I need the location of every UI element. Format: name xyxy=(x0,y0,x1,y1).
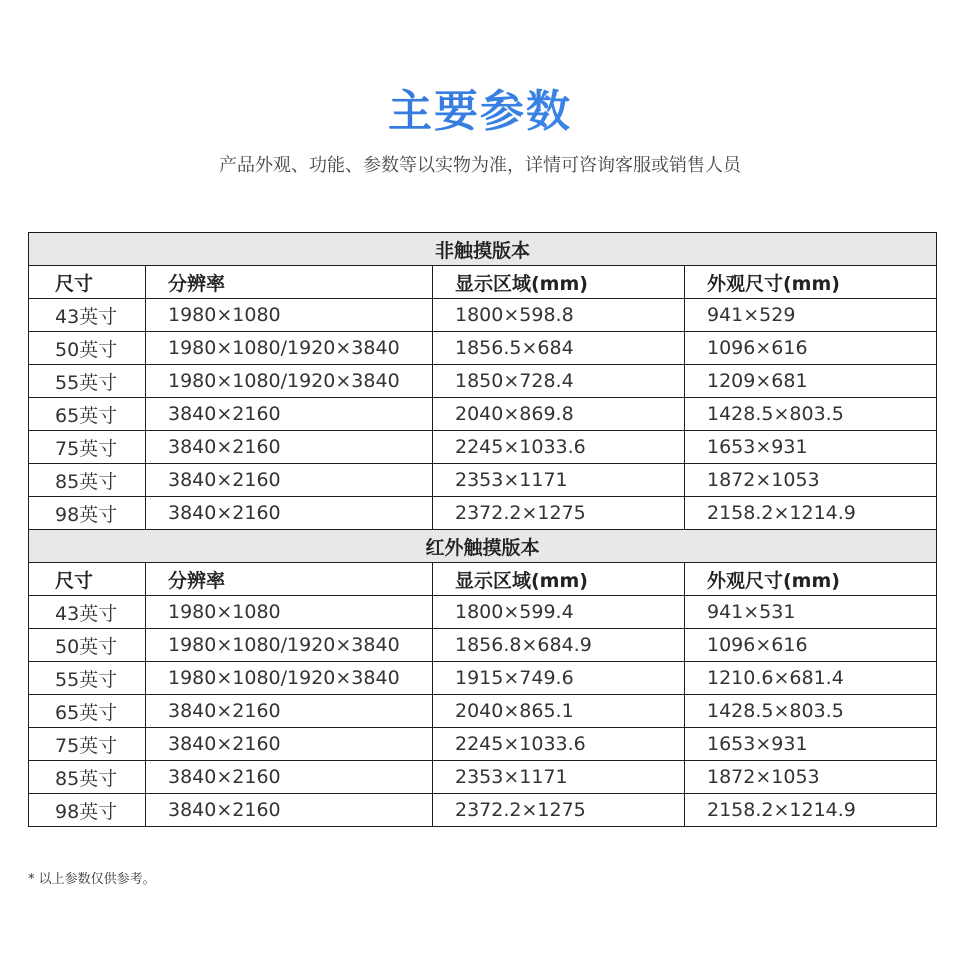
table-cell: 1980×1080/1920×3840 xyxy=(146,629,433,662)
table-cell: 1980×1080 xyxy=(146,596,433,629)
table-row xyxy=(29,728,937,761)
table-row xyxy=(29,464,937,497)
section-header-row xyxy=(29,233,937,266)
column-header: 外观尺寸(mm) xyxy=(685,266,937,299)
table-cell: 98英寸 xyxy=(29,794,146,827)
table-cell: 65英寸 xyxy=(29,695,146,728)
table-cell: 941×531 xyxy=(685,596,937,629)
table-row xyxy=(29,431,937,464)
table-row xyxy=(29,398,937,431)
table-cell: 2245×1033.6 xyxy=(433,728,685,761)
table-cell: 1653×931 xyxy=(685,431,937,464)
table-row xyxy=(29,662,937,695)
table-row xyxy=(29,794,937,827)
table-cell: 1800×599.4 xyxy=(433,596,685,629)
column-header: 显示区域(mm) xyxy=(433,266,685,299)
section-title: 非触摸版本 xyxy=(29,233,937,266)
table-cell: 3840×2160 xyxy=(146,398,433,431)
table-cell: 1980×1080/1920×3840 xyxy=(146,332,433,365)
column-header: 显示区域(mm) xyxy=(433,563,685,596)
table-cell: 43英寸 xyxy=(29,596,146,629)
table-cell: 3840×2160 xyxy=(146,728,433,761)
table-cell: 2245×1033.6 xyxy=(433,431,685,464)
table-cell: 50英寸 xyxy=(29,629,146,662)
table-cell: 2040×869.8 xyxy=(433,398,685,431)
table-cell: 65英寸 xyxy=(29,398,146,431)
table-row xyxy=(29,497,937,530)
table-cell: 3840×2160 xyxy=(146,695,433,728)
table-cell: 1980×1080 xyxy=(146,299,433,332)
table-row xyxy=(29,596,937,629)
table-cell: 2353×1171 xyxy=(433,464,685,497)
table-cell: 1856.8×684.9 xyxy=(433,629,685,662)
table-cell: 2372.2×1275 xyxy=(433,794,685,827)
table-row xyxy=(29,695,937,728)
table-cell: 50英寸 xyxy=(29,332,146,365)
table-cell: 1096×616 xyxy=(685,332,937,365)
column-header-row xyxy=(29,266,937,299)
column-header: 外观尺寸(mm) xyxy=(685,563,937,596)
table-cell: 1980×1080/1920×3840 xyxy=(146,365,433,398)
table-cell: 1096×616 xyxy=(685,629,937,662)
table-cell: 1653×931 xyxy=(685,728,937,761)
table-cell: 2353×1171 xyxy=(433,761,685,794)
table-row xyxy=(29,332,937,365)
table-cell: 1428.5×803.5 xyxy=(685,398,937,431)
table-cell: 1428.5×803.5 xyxy=(685,695,937,728)
table-cell: 941×529 xyxy=(685,299,937,332)
table-cell: 2158.2×1214.9 xyxy=(685,497,937,530)
table-row xyxy=(29,299,937,332)
table-cell: 75英寸 xyxy=(29,431,146,464)
table-cell: 1856.5×684 xyxy=(433,332,685,365)
column-header: 尺寸 xyxy=(29,266,146,299)
table-cell: 1980×1080/1920×3840 xyxy=(146,662,433,695)
table-cell: 3840×2160 xyxy=(146,497,433,530)
page-title: 主要参数 xyxy=(0,80,960,144)
section-header-row xyxy=(29,530,937,563)
table-cell: 1210.6×681.4 xyxy=(685,662,937,695)
table-cell: 85英寸 xyxy=(29,761,146,794)
section-title: 红外触摸版本 xyxy=(29,530,937,563)
column-header-row xyxy=(29,563,937,596)
table-cell: 1872×1053 xyxy=(685,761,937,794)
table-cell: 55英寸 xyxy=(29,662,146,695)
table-cell: 1850×728.4 xyxy=(433,365,685,398)
table-cell: 85英寸 xyxy=(29,464,146,497)
table-cell: 3840×2160 xyxy=(146,761,433,794)
table-cell: 2158.2×1214.9 xyxy=(685,794,937,827)
table-row xyxy=(29,365,937,398)
table-cell: 55英寸 xyxy=(29,365,146,398)
column-header: 分辨率 xyxy=(146,563,433,596)
table-cell: 1872×1053 xyxy=(685,464,937,497)
table-row xyxy=(29,629,937,662)
table-cell: 1209×681 xyxy=(685,365,937,398)
table-cell: 2040×865.1 xyxy=(433,695,685,728)
spec-table xyxy=(28,232,937,827)
table-cell: 3840×2160 xyxy=(146,794,433,827)
column-header: 尺寸 xyxy=(29,563,146,596)
table-cell: 98英寸 xyxy=(29,497,146,530)
table-cell: 2372.2×1275 xyxy=(433,497,685,530)
table-cell: 75英寸 xyxy=(29,728,146,761)
table-cell: 3840×2160 xyxy=(146,464,433,497)
table-row xyxy=(29,761,937,794)
table-cell: 1800×598.8 xyxy=(433,299,685,332)
spec-table-body xyxy=(29,233,937,827)
table-cell: 3840×2160 xyxy=(146,431,433,464)
column-header: 分辨率 xyxy=(146,266,433,299)
page-subtitle: 产品外观、功能、参数等以实物为准，详情可咨询客服或销售人员 xyxy=(219,155,741,176)
table-cell: 1915×749.6 xyxy=(433,662,685,695)
table-cell: 43英寸 xyxy=(29,299,146,332)
footnote: * 以上参数仅供参考。 xyxy=(28,872,156,887)
